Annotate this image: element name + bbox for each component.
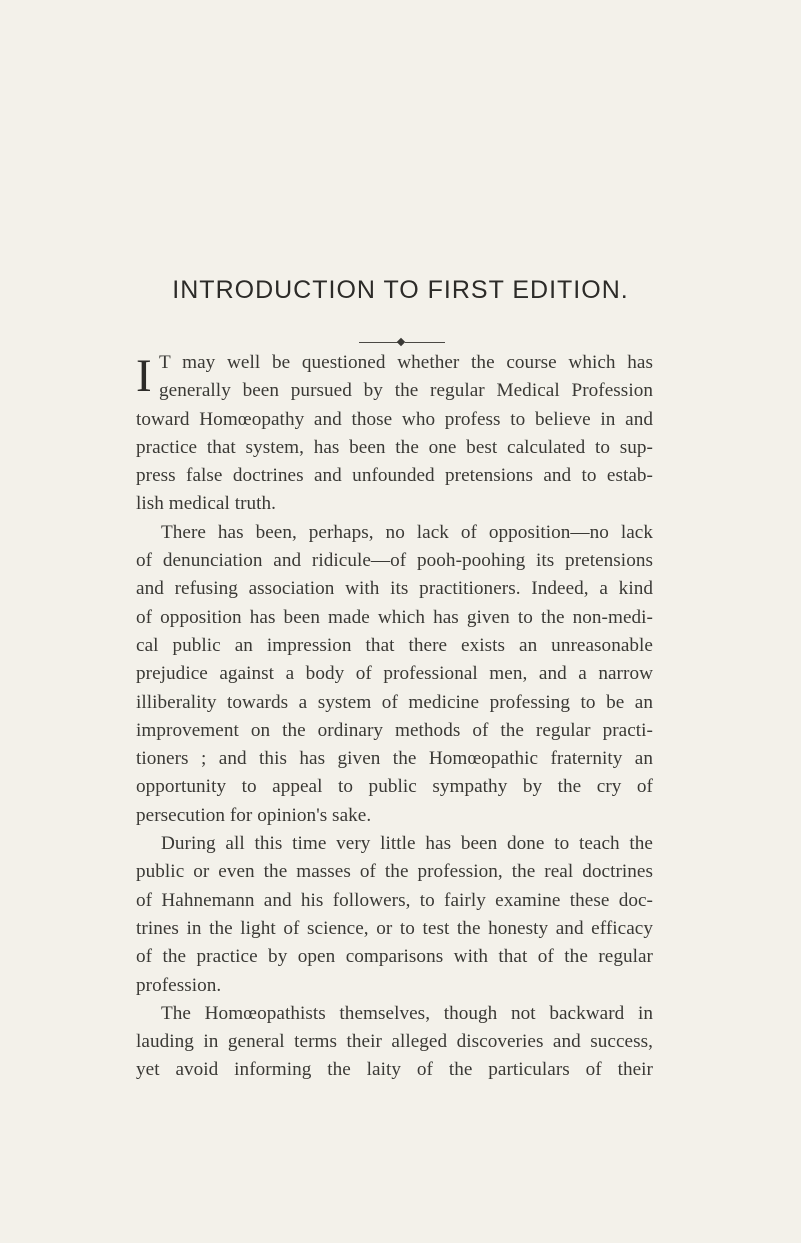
text-line: T may well be questioned whether the course which has <box>159 352 653 373</box>
text-line: tioners ; and this has given the Homœopathic fraternity an <box>136 748 653 770</box>
text-line: of opposition has been made which has given to the non-medi- <box>136 606 653 628</box>
drop-cap: I <box>136 350 152 402</box>
text-line: opportunity to appeal to public sympathy by the cry of <box>136 776 653 798</box>
text-line: of the practice by open comparisons with that of the regular <box>136 946 653 968</box>
text-line: of denunciation and ridicule—of pooh-poohing its pretensions <box>136 550 653 572</box>
ornament-line-left <box>359 342 399 343</box>
text-line: profession. <box>136 974 222 996</box>
text-line: press false doctrines and unfounded pretensions and to estab- <box>136 465 653 487</box>
text-line: trines in the light of science, or to test the honesty and efficacy <box>136 917 653 939</box>
text-line: toward Homœopathy and those who profess to believe in and <box>136 408 653 430</box>
text-line: practice that system, has been the one best calculated to sup- <box>136 436 653 458</box>
text-line: improvement on the ordinary methods of the regular practi- <box>136 719 653 741</box>
text-line: The Homœopathists themselves, though not backward in <box>161 1002 653 1024</box>
text-line: lauding in general terms their alleged discoveries and success, <box>136 1031 653 1053</box>
text-line: and refusing association with its practitioners. Indeed, a kind <box>136 578 653 600</box>
text-line: During all this time very little has been done to teach the <box>161 833 653 855</box>
text-line: There has been, perhaps, no lack of opposition—no lack <box>161 521 653 543</box>
ornament-divider <box>359 339 445 347</box>
text-line: illiberality towards a system of medicine professing to be an <box>136 691 653 713</box>
ornament-diamond-icon <box>397 338 405 346</box>
text-line: persecution for opinion's sake. <box>136 804 372 826</box>
body-text <box>136 349 653 1085</box>
text-line: of Hahnemann and his followers, to fairly examine these doc- <box>136 889 653 911</box>
text-line: prejudice against a body of professional men, and a narrow <box>136 663 653 685</box>
text-line: yet avoid informing the laity of the particulars of their <box>136 1059 653 1081</box>
text-line: generally been pursued by the regular Medical Profession <box>159 380 653 402</box>
chapter-heading: INTRODUCTION TO FIRST EDITION. <box>172 276 629 304</box>
text-line: public or even the masses of the profession, the real doctrines <box>136 861 653 883</box>
text-line: lish medical truth. <box>136 493 277 515</box>
ornament-line-right <box>405 342 445 343</box>
text-line: cal public an impression that there exists an unreasonable <box>136 634 653 656</box>
